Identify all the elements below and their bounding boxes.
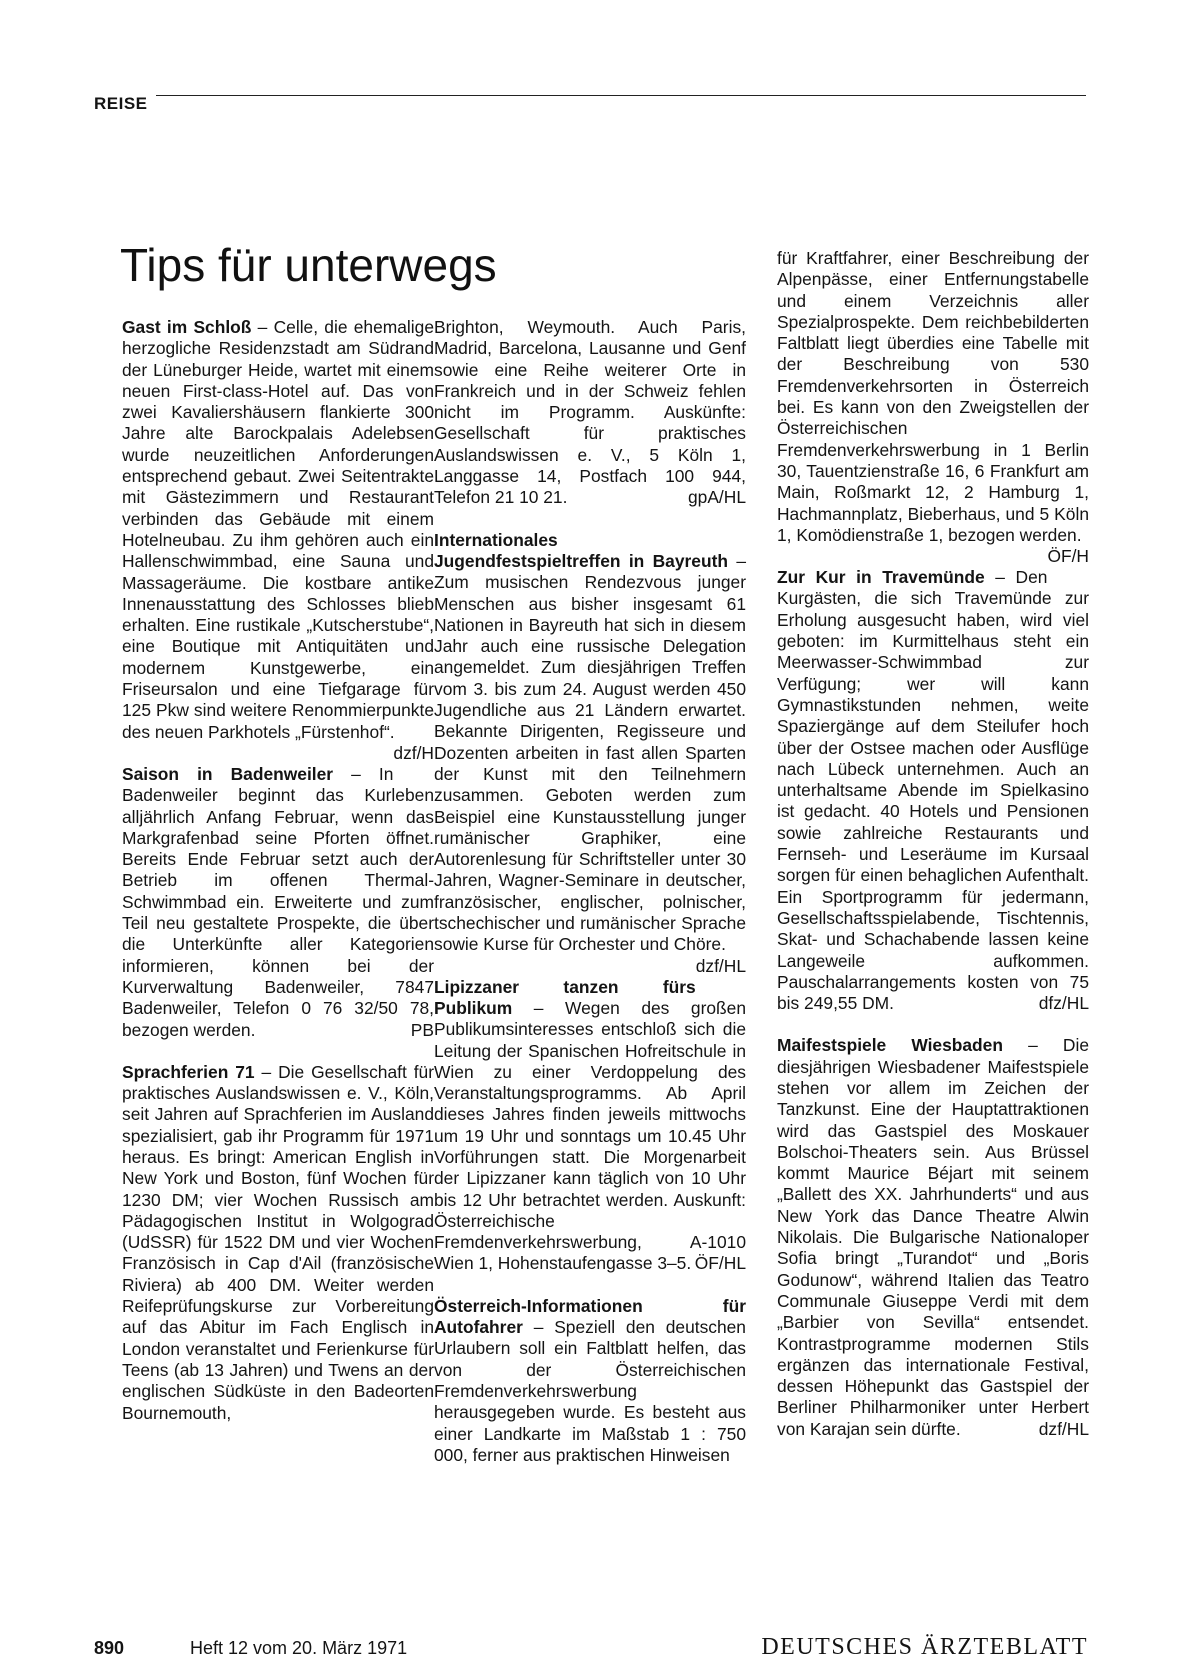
article-signature: dzf/HL [1038, 1418, 1089, 1439]
article-body: Lipizzaner tanzen fürs Publikum – Wegen des großen Publikumsinteresses entschloß sich die Leitung der Spanischen Hofreitschule in Wien zu einer Verdoppelung des Veranstaltungsprogramms. Ab April dieses Jahres finden jeweils mittwochs um 19 Uhr und sonntags um 10.45 Uhr Vorführungen statt. Die Morgenarbeit der Lipizzaner kann täglich von 10 Uhr bis 12 Uhr betrachtet werden. Auskunft: Österreichische Fremdenverkehrswerbung, A-1010 Wien 1, Hohenstaufengasse 3–5. ÖF/HL [434, 976, 746, 1274]
article-text: Den Kurgästen, die sich Travemünde zur Erholung ausgesucht haben, wird viel geboten: im Kurmittelhaus steht ein Meerwasser-Schwimmbad zur Verfügung; wer will kann Gymnastikstunden nehmen, weite Spaziergänge auf dem Steilufer hoch über der Ostsee machen oder Ausflüge nach Lübeck unternehmen. Auch an unterhaltsame Abende im Spielkasino ist gedacht. 40 Hotels und Pensionen sowie zahlreiche Restaurants und Fernseh- und Leseräume im Kursaal sorgen für einen behaglichen Aufenthalt. Ein Sportprogramm für jedermann, Gesellschaftsspielabende, Tischtennis, Skat- und Schachabende lassen keine Langeweile aufkommen. Pauschalarrangements kosten von 75 bis 249,55 DM. [777, 567, 1089, 1014]
header-rule [156, 95, 1086, 96]
article-signature: dfz/HL [1038, 993, 1089, 1014]
article-text: Die Gesellschaft für praktisches Auslandswissen e. V., Köln, seit Jahren auf Sprachferien im Ausland spezialisiert, gab ihr Programm für 1971 heraus. Es bringt: American English in New York und Boston, fünf Wochen für 1230 DM; vier Wochen Russisch am Pädagogischen Institut in Wolgograd (UdSSR) für 1522 DM und vier Wochen Französisch in Cap d'Ail (französische Riviera) ab 400 DM. Weiter werden Reifeprüfungskurse zur Vorbereitung auf das Abitur im Fach Englisch in London veranstaltet und Ferienkurse für Teens (ab 13 Jahren) und Twens an der englischen Südküste in den Badeorten Bournemouth, [122, 1061, 434, 1423]
article-body: Gast im Schloß – Celle, die ehemalige herzogliche Residenzstadt am Südrand der Lüneburger Heide, wartet mit einem neuen First-class-Hotel auf. Das von zwei Kavaliershäusern flankierte 300 Jahre alte Barockpalais Adelebsen wurde neuzeitlichen Anforderungen entsprechend gebaut. Zwei Seitentrakte mit Gästezimmern und Restaurant verbinden das Gebäude mit einem Hotelneubau. Zu ihm gehören auch ein Hallenschwimmbad, eine Sauna und Massageräume. Die kostbare antike Innenausstattung des Schlosses blieb erhalten. Eine rustikale „Kutscherstube“, eine Boutique mit Antiquitäten und modernem Kunstgewerbe, ein Friseursalon und eine Tiefgarage für 125 Pkw sind weitere Renommierpunkte des neuen Parkhotels „Fürstenhof“. dzf/H [122, 317, 434, 763]
column-2 [434, 317, 746, 1487]
article [434, 529, 746, 976]
article-headline: Internationales Jugendfestspieltreffen in Bayreuth [434, 529, 728, 571]
article-text: Zum musischen Rendezvous junger Menschen aus bisher insgesamt 61 Nationen in Bayreuth hat sich in diesem Jahr auch eine russische Delegation angemeldet. Zum diesjährigen Treffen vom 3. bis zum 24. August werden 450 Jugendliche aus 21 Ländern erwartet. Bekannte Dirigenten, Regisseure und Dozenten arbeiten in fast allen Sparten der Kunst mit den Teilnehmern zusammen. Geboten werden zum Beispiel eine Kunstausstellung junger rumänischer Graphiker, eine Autorenlesung für Schriftsteller unter 30 Jahren, Wagner-Seminare in deutscher, französischer, englischer, polnischer, tschechischer und rumänischer Sprache sowie Kurse für Orchester und Chöre. [434, 572, 746, 955]
article-body: Sprachferien 71 – Die Gesellschaft für praktisches Auslandswissen e. V., Köln, seit Jahren auf Sprachferien im Ausland spezialisiert, gab ihr Programm für 1971 heraus. Es bringt: American English in New York und Boston, fünf Wochen für 1230 DM; vier Wochen Russisch am Pädagogischen Institut in Wolgograd (UdSSR) für 1522 DM und vier Wochen Französisch in Cap d'Ail (französische Riviera) ab 400 DM. Weiter werden Reifeprüfungskurse zur Vorbereitung auf das Abitur im Fach Englisch in London veranstaltet und Ferienkurse für Teens (ab 13 Jahren) und Twens an der englischen Südküste in den Badeorten Bournemouth, [122, 1061, 434, 1423]
article [122, 1062, 434, 1424]
article [434, 317, 746, 509]
article-headline: Gast im Schloß [122, 317, 252, 337]
article-headline: Österreich-Informationen für Autofahrer [434, 1295, 746, 1338]
page-title: Tips für unterwegs [120, 239, 497, 291]
article [777, 1035, 1089, 1440]
page-number: 890 [94, 1638, 125, 1658]
page-footer [94, 1634, 1088, 1662]
article-body: Maifestspiele Wiesbaden – Die diesjährigen Wiesbadener Maifestspiele stehen vor allem im Zeichen der Tanzkunst. Eine der Hauptattraktionen wird das Gastspiel des Moskauer Bolschoi-Theaters sein. Aus Brüssel kommt Maurice Béjart mit seinem „Ballett des XX. Jahrhunderts“ und aus New York das Dance Theatre Alwin Nikolais. Die Bulgarische Nationaloper Sofia bringt „Turandot“ und „Boris Godunow“, während Italien das Teatro Communale Giuseppe Verdi mit dem „Barbier von Sevilla“ entsendet. Kontrastprogramme modernen Stils ergänzen das internationale Festival, dessen Höhepunkt das Gastspiel der Berliner Philharmoniker unter Herbert von Karajan sein dürfte. dzf/HL [777, 1035, 1089, 1439]
article-text: für Kraftfahrer, einer Beschreibung der Alpenpässe, einer Entfernungstabelle und einem Verzeichnis aller Spezialprospekte. Dem reichbebilderten Faltblatt liegt überdies eine Tabelle mit der Beschreibung von 530 Fremdenverkehrsorten in Österreich bei. Es kann von den Zweigstellen der Österreichischen Fremdenverkehrswerbung in 1 Berlin 30, Tauentzienstraße 16, 6 Frankfurt am Main, Roßmarkt 12, 2 Hamburg 1, Hachmannplatz, Bieberhaus, und 5 Köln 1, Komödienstraße 1, bezogen werden. [777, 248, 1089, 545]
article-body [777, 248, 1089, 567]
issue-info: Heft 12 vom 20. März 1971 [190, 1638, 408, 1658]
page-header [94, 92, 1086, 116]
article-text: Wegen des großen Publikumsinteresses entschloß sich die Leitung der Spanischen Hofreitschule in Wien zu einer Verdoppelung des Veranstaltungsprogramms. Ab April dieses Jahres finden jeweils mittwochs um 19 Uhr und sonntags um 10.45 Uhr Vorführungen statt. Die Morgenarbeit der Lipizzaner kann täglich von 10 Uhr bis 12 Uhr betrachtet werden. Auskunft: Österreichische Fremdenverkehrswerbung, A-1010 Wien 1, Hohenstaufengasse 3–5. [434, 997, 746, 1274]
article-text: In Badenweiler beginnt das Kurleben alljährlich Anfang Februar, wenn das Markgrafenbad seine Pforten öffnet. Bereits Ende Februar setzt auch der Betrieb im offenen Thermal-Schwimmbad ein. Erweiterte und zum Teil neu gestaltete Prospekte, die über die Unterkünfte aller Kategorien informieren, können bei der Kurverwaltung Badenweiler, 7847 Badenweiler, Telefon 0 76 32/50 78, bezogen werden. [122, 763, 434, 1040]
article-signature: ÖF/H [1047, 546, 1089, 567]
article [122, 317, 434, 763]
article [434, 977, 746, 1275]
article-text: Die diesjährigen Wiesbadener Maifestspiele stehen vor allem im Zeichen der Tanzkunst. Eine der Hauptattraktionen wird das Gastspiel des Moskauer Bolschoi-Theaters sein. Aus Brüssel kommt Maurice Béjart mit seinem „Ballett des XX. Jahrhunderts“ und aus New York das Dance Theatre Alwin Nikolais. Die Bulgarische Nationaloper Sofia bringt „Turandot“ und „Boris Godunow“, während Italien das Teatro Communale Giuseppe Verdi mit dem „Barbier von Sevilla“ entsendet. Kontrastprogramme modernen Stils ergänzen das internationale Festival, dessen Höhepunkt das Gastspiel der Berliner Philharmoniker unter Herbert von Karajan sein dürfte. [777, 1035, 1089, 1439]
article-headline: Saison in Badenweiler [122, 763, 334, 784]
article-body: Österreich-Informationen für Autofahrer – Speziell den deutschen Urlaubern soll ein Faltblatt helfen, das von der Österreichischen Fremdenverkehrswerbung herausgegeben wurde. Es besteht aus einer Landkarte im Maßstab 1 : 750 000, ferner aus praktischen Hinweisen [434, 1295, 746, 1465]
article [777, 567, 1089, 1014]
article-headline: Maifestspiele Wiesbaden [777, 1035, 1003, 1056]
article-text: Speziell den deutschen Urlaubern soll ein Faltblatt helfen, das von der Österreichischen Fremdenverkehrswerbung herausgegeben wurde. Es besteht aus einer Landkarte im Maßstab 1 : 750 000, ferner aus praktischen Hinweisen [434, 1317, 746, 1465]
article-text: Brighton, Weymouth. Auch Paris, Madrid, Barcelona, Lausanne und Genf sowie eine Reihe weiterer Orte in Frankreich und in der Schweiz fehlen nicht im Programm. Auskünfte: Gesellschaft für praktisches Auslandswissen e. V., 5 Köln 1, Langgasse 14, Postfach 100 944, Telefon 21 10 21. [434, 317, 746, 508]
article-signature: dzf/HL [695, 955, 746, 976]
section-label: REISE [94, 94, 148, 113]
journal-name: DEUTSCHES ÄRZTEBLATT [761, 1634, 1088, 1660]
article-body: Saison in Badenweiler – In Badenweiler beginnt das Kurleben alljährlich Anfang Februar, wenn das Markgrafenbad seine Pforten öffnet. Bereits Ende Februar setzt auch der Betrieb im offenen Thermal-Schwimmbad ein. Erweiterte und zum Teil neu gestaltete Prospekte, die über die Unterkünfte aller Kategorien informieren, können bei der Kurverwaltung Badenweiler, 7847 Badenweiler, Telefon 0 76 32/50 78, bezogen werden. PB [122, 763, 434, 1040]
article [434, 1296, 746, 1466]
article-headline: Sprachferien 71 [122, 1061, 255, 1082]
column-3 [777, 248, 1089, 1461]
article-body: Zur Kur in Travemünde – Den Kurgästen, die sich Travemünde zur Erholung ausgesucht haben, wird viel geboten: im Kurmittelhaus steht ein Meerwasser-Schwimmbad zur Verfügung; wer will kann Gymnastikstunden nehmen, weite Spaziergänge auf dem Steilufer hoch über der Ostsee machen oder Ausflüge nach Lübeck unternehmen. Auch an unterhaltsame Abende im Spielkasino ist gedacht. 40 Hotels und Pensionen sowie zahlreiche Restaurants und Fernseh- und Leseräume im Kursaal sorgen für einen behaglichen Aufenthalt. Ein Sportprogramm für jedermann, Gesellschaftsspielabende, Tischtennis, Skat- und Schachabende lassen keine Langeweile aufkommen. Pauschalarrangements kosten von 75 bis 249,55 DM. dfz/HL [777, 567, 1089, 1014]
article-body [434, 317, 746, 509]
article-signature: ÖF/HL [694, 1253, 746, 1274]
column-1 [122, 317, 434, 1445]
article-signature: gpA/HL [687, 487, 746, 508]
article-headline: Lipizzaner tanzen fürs Publikum [434, 976, 696, 1018]
article-body: Internationales Jugendfestspieltreffen in Bayreuth – Zum musischen Rendezvous junger Menschen aus bisher insgesamt 61 Nationen in Bayreuth hat sich in diesem Jahr auch eine russische Delegation angemeldet. Zum diesjährigen Treffen vom 3. bis zum 24. August werden 450 Jugendliche aus 21 Ländern erwartet. Bekannte Dirigenten, Regisseure und Dozenten arbeiten in fast allen Sparten der Kunst mit den Teilnehmern zusammen. Geboten werden zum Beispiel eine Kunstausstellung junger rumänischer Graphiker, eine Autorenlesung für Schriftsteller unter 30 Jahren, Wagner-Seminare in deutscher, französischer, englischer, polnischer, tschechischer und rumänischer Sprache sowie Kurse für Orchester und Chöre. dzf/HL [434, 529, 746, 976]
article-headline: Zur Kur in Travemünde [777, 567, 985, 588]
article-signature: dzf/H [393, 742, 434, 763]
article-text: Celle, die ehemalige herzogliche Residenzstadt am Südrand der Lüneburger Heide, wartet mit einem neuen First-class-Hotel auf. Das von zwei Kavaliershäusern flankierte 300 Jahre alte Barockpalais Adelebsen wurde neuzeitlichen Anforderungen entsprechend gebaut. Zwei Seitentrakte mit Gästezimmern und Restaurant verbinden das Gebäude mit einem Hotelneubau. Zu ihm gehören auch ein Hallenschwimmbad, eine Sauna und Massageräume. Die kostbare antike Innenausstattung des Schlosses blieb erhalten. Eine rustikale „Kutscherstube“, eine Boutique mit Antiquitäten und modernem Kunstgewerbe, ein Friseursalon und eine Tiefgarage für 125 Pkw sind weitere Renommierpunkte des neuen Parkhotels „Fürstenhof“. [122, 317, 434, 742]
article [777, 248, 1089, 567]
article-signature: PB [410, 1019, 434, 1040]
article [122, 764, 434, 1041]
